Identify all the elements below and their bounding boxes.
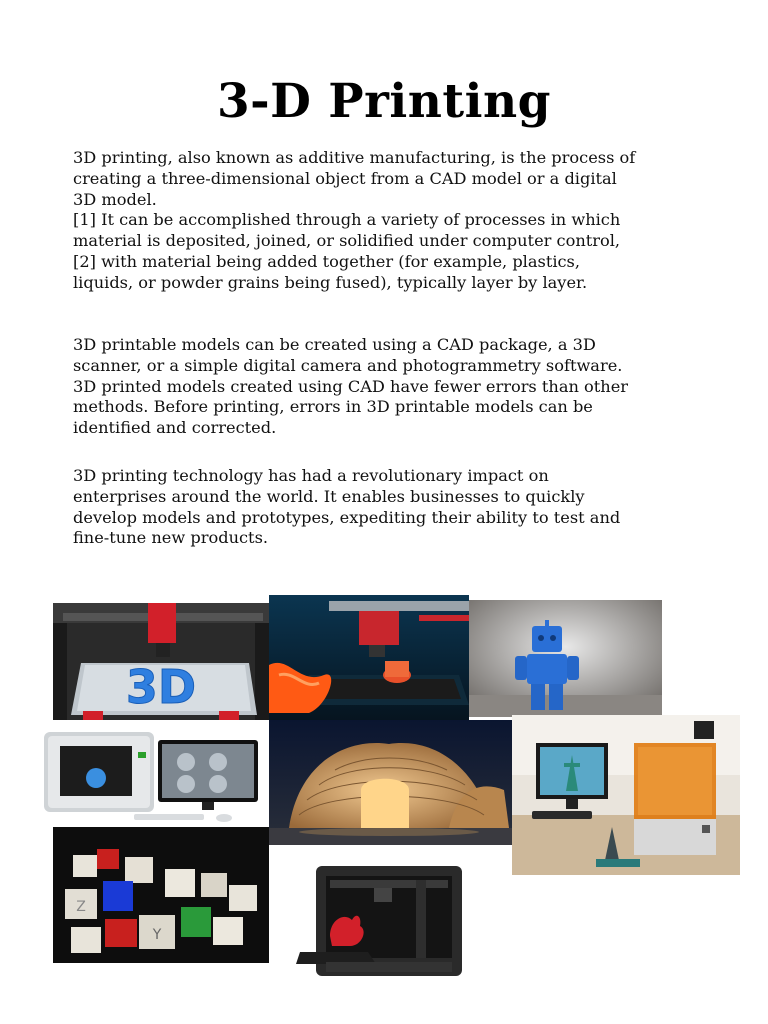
cube-letter-z: Z	[76, 899, 86, 915]
photo-printer-3d-bed	[53, 603, 269, 720]
photo-printer-orange-print	[269, 595, 469, 720]
photo-printed-cubes	[53, 827, 269, 963]
text-line: develop models and prototypes, expediting their ability to test and	[73, 507, 621, 527]
photo-desktop-printer-monitor	[38, 722, 269, 825]
text-line: fine-tune new products.	[73, 528, 269, 548]
photo-blue-robot	[469, 600, 662, 717]
text-line: 3D printing, also known as additive manufacturing, is the process of	[73, 148, 636, 167]
text-line: liquids, or powder grains being fused), typically layer by layer.	[73, 272, 588, 292]
text-line: material is deposited, joined, or solidified under computer control,	[73, 231, 621, 251]
paragraph-definition	[73, 148, 713, 294]
page-title: 3-D Printing	[216, 74, 552, 129]
photo-printed-dome-building	[269, 720, 512, 845]
text-line: identified and corrected.	[73, 418, 277, 438]
text-line: 3D printing technology has had a revolutionary impact on	[73, 466, 549, 485]
text-line: [1] It can be accomplished through a variety of processes in which	[73, 210, 621, 230]
paragraph-models	[73, 335, 713, 439]
paragraph-impact	[73, 466, 713, 549]
text-line: creating a three-dimensional object from a CAD model or a digital	[73, 168, 617, 188]
photo-office-resin-printer	[512, 715, 740, 875]
text-line: 3D printed models created using CAD have fewer errors than other	[73, 376, 629, 396]
text-line: 3D model.	[73, 189, 157, 209]
photo-black-printer-red-print	[296, 860, 466, 980]
cube-letter-y: Y	[152, 927, 162, 943]
text-line: methods. Before printing, errors in 3D printable models can be	[73, 397, 593, 417]
printed-3d-text: 3D	[125, 660, 197, 714]
text-line: enterprises around the world. It enables businesses to quickly	[73, 486, 585, 506]
text-line: 3D printable models can be created using a CAD package, a 3D	[73, 335, 596, 354]
text-line: [2] with material being added together (for example, plastics,	[73, 251, 581, 271]
text-line: scanner, or a simple digital camera and photogrammetry software.	[73, 355, 623, 375]
